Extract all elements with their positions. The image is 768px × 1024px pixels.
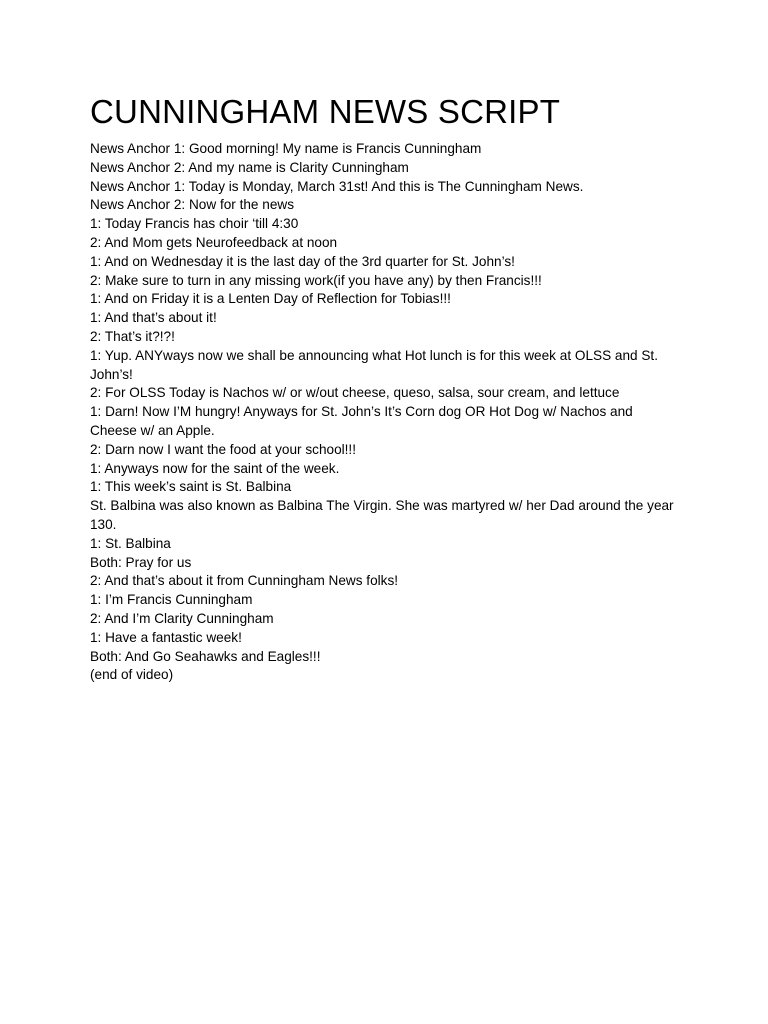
script-line: News Anchor 1: Good morning! My name is Francis Cunningham xyxy=(90,141,482,156)
script-line: 2: Darn now I want the food at your school!!! xyxy=(90,441,356,457)
script-line: 2: Make sure to turn in any missing work(if you have any) by then Francis!!! xyxy=(90,272,542,288)
script-line: (end of video) xyxy=(90,667,174,683)
script-line: 1: I’m Francis Cunningham xyxy=(90,592,253,608)
script-line: 1: Darn! Now I’M hungry! Anyways for St. John’s It’s Corn dog OR Hot Dog w/ Nachos and Cheese w/ an Apple. xyxy=(90,404,633,438)
script-line: 2: That’s it?!?! xyxy=(90,328,175,344)
script-line: Both: And Go Seahawks and Eagles!!! xyxy=(90,648,321,664)
script-line: 1: Anyways now for the saint of the week. xyxy=(90,460,340,476)
script-line: 2: For OLSS Today is Nachos w/ or w/out cheese, queso, salsa, sour cream, and lettuce xyxy=(90,385,620,401)
document-body xyxy=(90,92,680,685)
script-line: 2: And I’m Clarity Cunningham xyxy=(90,610,274,626)
script-line: 1: Today Francis has choir ‘till 4:30 xyxy=(90,216,299,232)
script-line: St. Balbina was also known as Balbina The Virgin. She was martyred w/ her Dad around the year 130. xyxy=(90,498,674,532)
script-line: News Anchor 2: And my name is Clarity Cunningham xyxy=(90,159,409,175)
script-line: 1: This week’s saint is St. Balbina xyxy=(90,479,292,495)
script-line: 1: And that’s about it! xyxy=(90,310,217,326)
script-line: 2: And Mom gets Neurofeedback at noon xyxy=(90,234,338,250)
script-line: 1: And on Wednesday it is the last day of the 3rd quarter for St. John’s! xyxy=(90,253,515,269)
script-line: 1: Yup. ANYways now we shall be announcing what Hot lunch is for this week at OLSS and St. John’s! xyxy=(90,347,658,382)
script-line: News Anchor 1: Today is Monday, March 31st! And this is The Cunningham News. xyxy=(90,178,584,194)
script-line: News Anchor 2: Now for the news xyxy=(90,197,294,213)
script-line: 1: And on Friday it is a Lenten Day of Reflection for Tobias!!! xyxy=(90,291,451,307)
script-line: Both: Pray for us xyxy=(90,554,192,570)
script-line: 1: St. Balbina xyxy=(90,535,171,551)
script-line: 1: Have a fantastic week! xyxy=(90,629,242,645)
script-lines xyxy=(90,140,680,685)
script-line: 2: And that’s about it from Cunningham News folks! xyxy=(90,573,399,589)
document-title: CUNNINGHAM NEWS SCRIPT xyxy=(90,93,561,130)
